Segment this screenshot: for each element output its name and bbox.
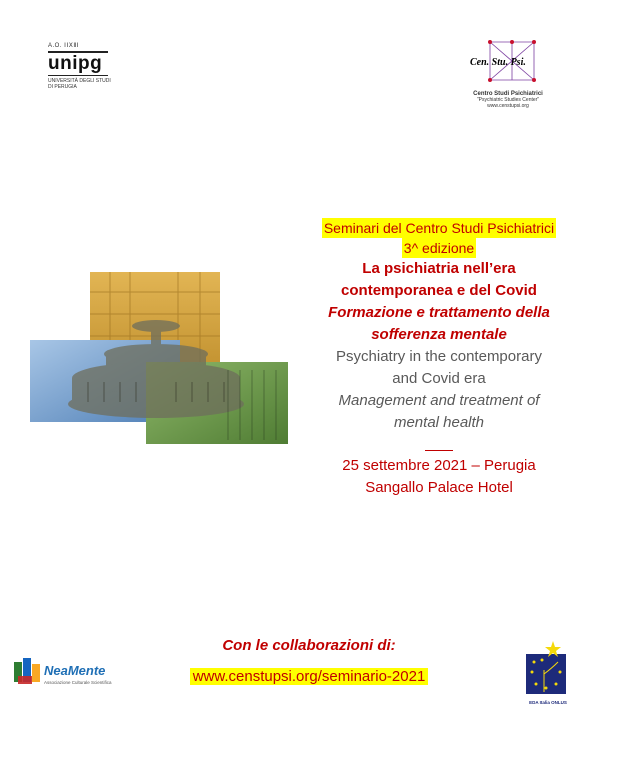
venue: Sangallo Palace Hotel: [365, 479, 513, 496]
neamente-logo: [14, 656, 144, 688]
unipg-logo: [48, 42, 128, 92]
censtupsi-line1: Centro Studi Psichiatrici: [473, 91, 543, 97]
eda-logo-graphic: [522, 640, 574, 708]
title-en-line2: and Covid era: [392, 370, 486, 387]
unipg-logo-top-text: A.O. ⅠⅠⅩⅡⅠ: [48, 43, 80, 49]
neamente-tagline: Associazione Culturale Scientifica: [44, 680, 112, 685]
title-it-line1: La psichiatria nell’era: [362, 260, 516, 277]
neamente-name: NeaMente: [44, 663, 106, 678]
subtitle-it-line2: sofferenza mentale: [371, 326, 507, 343]
website-link[interactable]: www.censtupsi.org/seminario-2021: [190, 668, 429, 685]
censtupsi-logo: [464, 38, 552, 114]
censtupsi-line2: "Psychiatric Studies Center": [476, 97, 540, 103]
subtitle-en-line1: Management and treatment of: [338, 392, 540, 409]
censtupsi-logo-graphic: [464, 38, 552, 86]
series-line2: 3^ edizione: [403, 240, 475, 256]
collaborations-label: Con le collaborazioni di:: [222, 637, 396, 654]
event-text-block: [308, 218, 570, 499]
fountain-collage-image: [28, 270, 290, 446]
title-en-line1: Psychiatry in the contemporary: [336, 348, 542, 365]
series-line1: Seminari del Centro Studi Psichiatrici: [323, 220, 555, 236]
eda-caption: EDA Italia ONLUS: [529, 700, 567, 705]
date-place: 25 settembre 2021 – Perugia: [342, 457, 536, 474]
unipg-logo-name: unipg: [48, 53, 103, 74]
separator-line: [425, 450, 453, 451]
subtitle-it-line1: Formazione e trattamento della: [328, 304, 550, 321]
unipg-logo-subtitle-line1: UNIVERSITÀ DEGLI STUDI: [48, 78, 111, 84]
subtitle-en-line2: mental health: [393, 414, 485, 431]
unipg-logo-divider: [48, 75, 108, 76]
unipg-logo-subtitle-line2: DI PERUGIA: [48, 84, 77, 90]
neamente-logo-graphic: [14, 656, 144, 688]
censtupsi-line3: www.censtupsi.org: [487, 103, 529, 109]
title-it-line2: contemporanea e del Covid: [341, 282, 537, 299]
eda-italia-logo: [522, 640, 574, 708]
censtupsi-wordmark: Cen. Stu. Psi.: [470, 57, 526, 68]
